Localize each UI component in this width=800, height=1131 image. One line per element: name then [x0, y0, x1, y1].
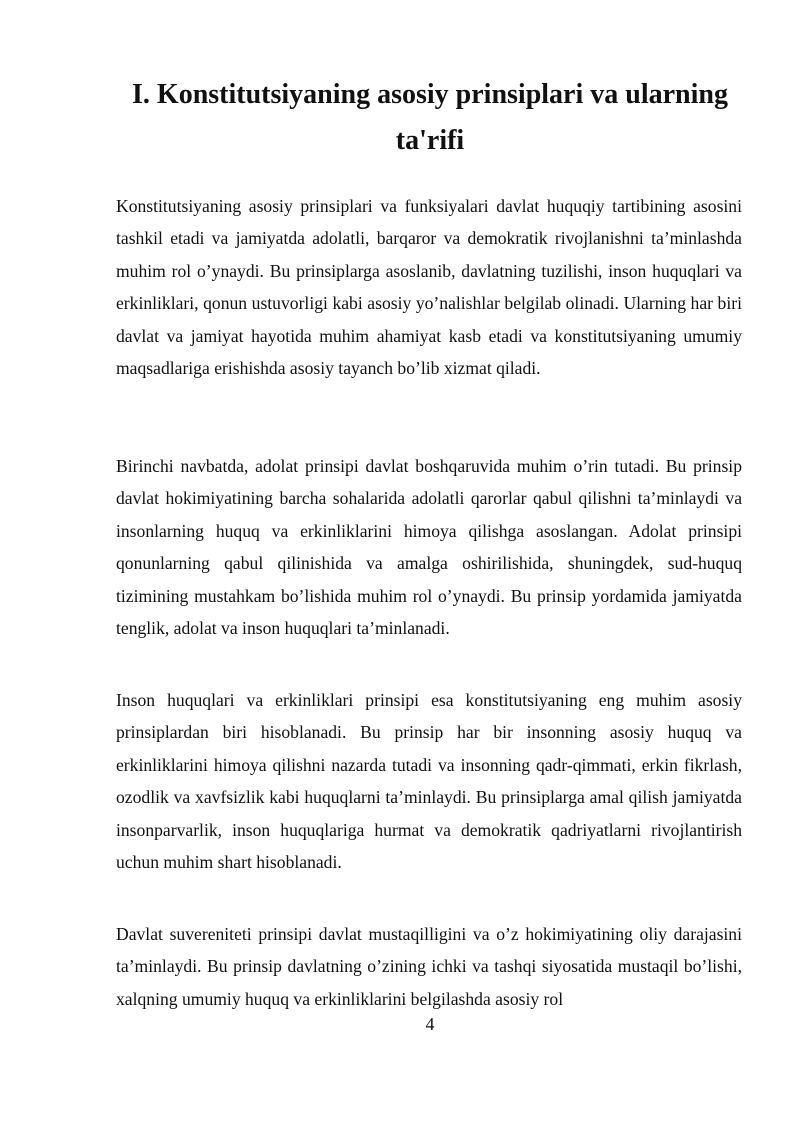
- page-title-line-2: ta'rifi: [395, 125, 465, 156]
- paragraph-intro: Konstitutsiyaning asosiy prinsiplari va funksiyalari davlat huquqiy tartibining asosini tashkil etadi va jamiyatda adolatli, barqaror va demokratik rivojlanishni ta’minlashda muhim rol o’ynaydi. Bu prinsiplarga asoslanib, davlatning tuzilishi, inson huquqlari va erkinliklari, qonun ustuvorligi kabi asosiy yo’nalishlar belgilab olinadi. Ularning har biri davlat va jamiyat hayotida muhim ahamiyat kasb etadi va konstitutsiyaning umumiy maqsadlariga erishishda asosiy tayanch bo’lib xizmat qiladi.: [116, 196, 742, 379]
- page-title: [80, 72, 780, 164]
- paragraph-human-rights-principle: Inson huquqlari va erkinliklari prinsipi esa konstitutsiyaning eng muhim asosiy prinsiplardan biri hisoblanadi. Bu prinsip har bir insonning asosiy huquq va erkinliklarini himoya qilishni nazarda tutadi va insonning qadr-qimmati, erkin fikrlash, ozodlik va xavfsizlik kabi huquqlarni ta’minlaydi. Bu prinsiplarga amal qilish jamiyatda insonparvarlik, inson huquqlariga hurmat va demokratik qadriyatlarni rivojlantirish uchun muhim shart hisoblanadi.: [116, 690, 742, 873]
- page-number: 4: [425, 1014, 435, 1034]
- paragraph-sovereignty-principle: Davlat suvereniteti prinsipi davlat mustaqilligini va o’z hokimiyatining oliy darajasini ta’minlaydi. Bu prinsip davlatning o’zining ichki va tashqi siyosatida mustaqil bo’lishi, xalqning umumiy huquq va erkinliklarini belgilashda asosiy rol: [116, 924, 742, 1009]
- paragraph-justice-principle: Birinchi navbatda, adolat prinsipi davlat boshqaruvida muhim o’rin tutadi. Bu prinsip davlat hokimiyatining barcha sohalarida adolatli qarorlar qabul qilishni ta’minlaydi va insonlarning huquq va erkinliklarini himoya qilishga asoslangan. Adolat prinsipi qonunlarning qabul qilinishida va amalga oshirilishida, shuningdek, sud-huquq tizimining mustahkam bo’lishida muhim rol o’ynaydi. Bu prinsip yordamida jamiyatda tenglik, adolat va inson huquqlari ta’minlanadi.: [116, 456, 742, 639]
- page-title-line-1: I. Konstitutsiyaning asosiy prinsiplari va ularning: [132, 79, 728, 110]
